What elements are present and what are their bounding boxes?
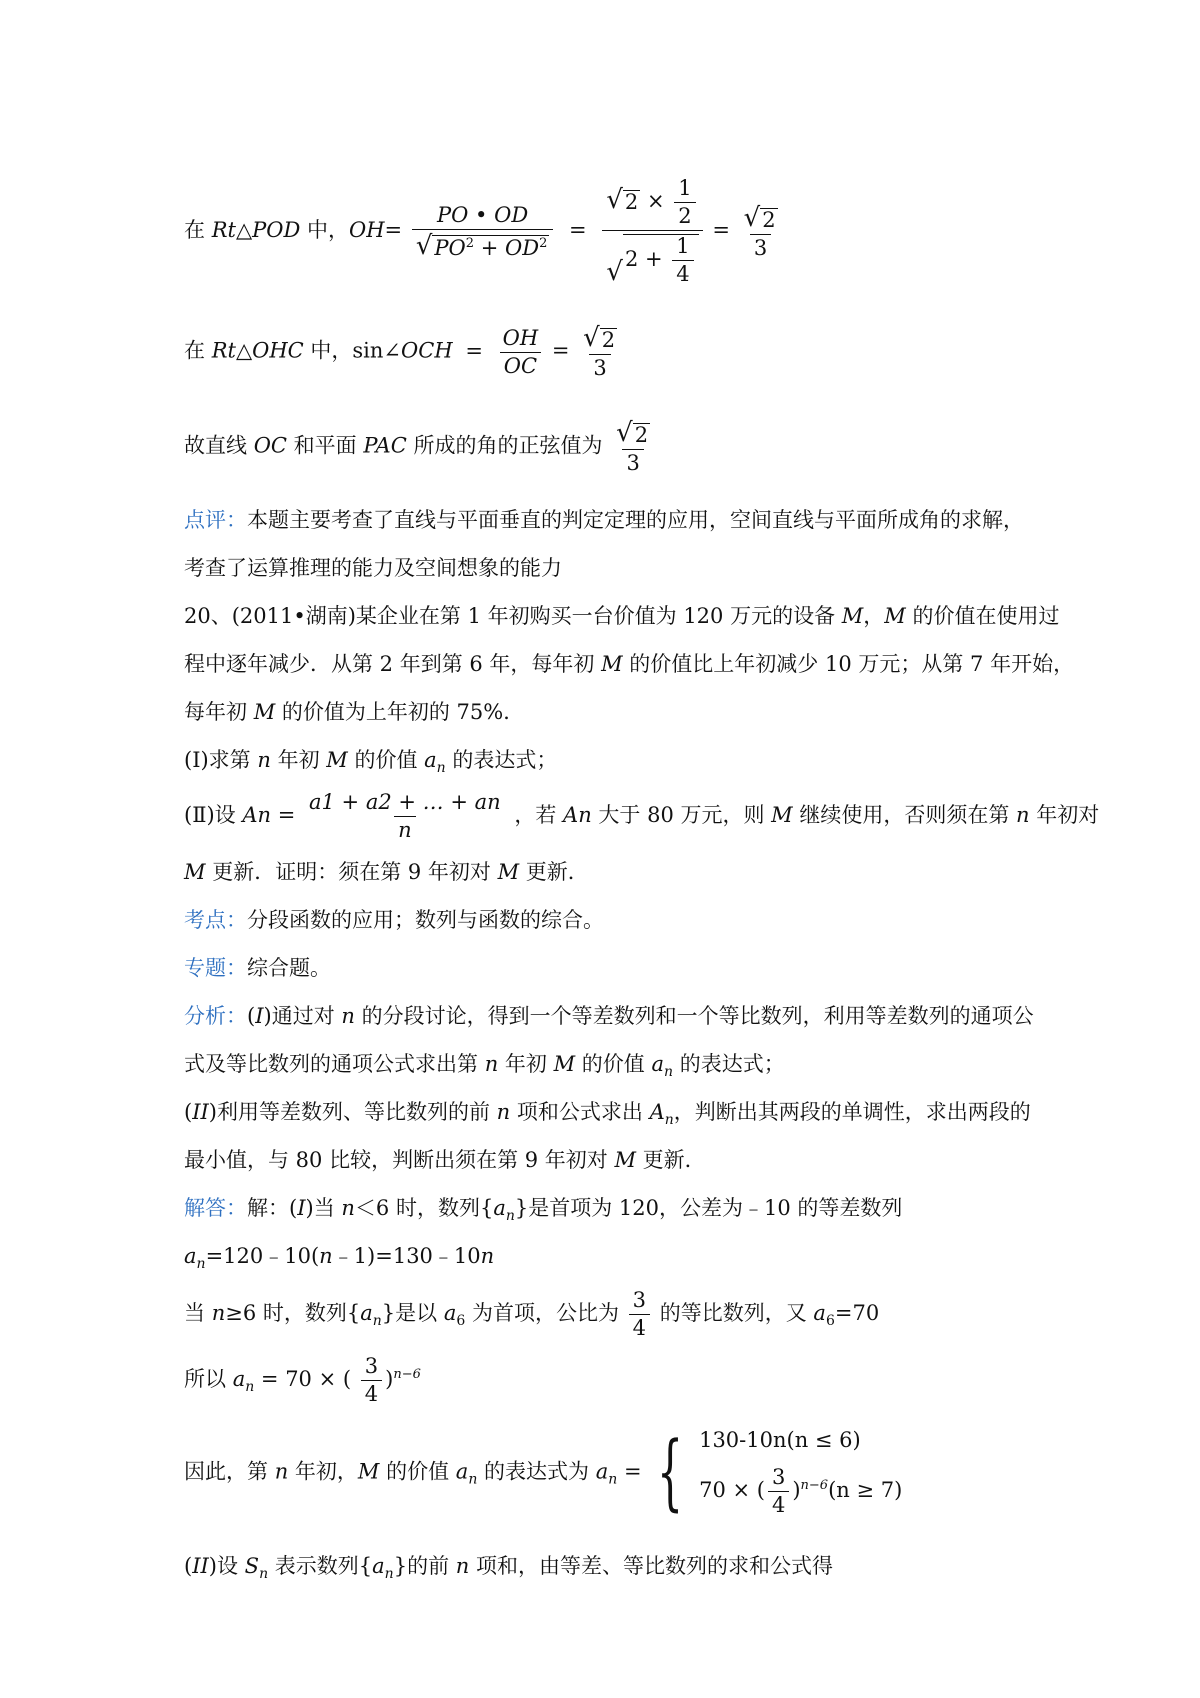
fraction-oh: PO • OD √ $PO^2 + OD^2$ <box>412 205 554 259</box>
question-20-line-3: 每年初 M 的价值为上年初的 75%． <box>184 700 525 724</box>
part-2-line-2: M 更新．证明：须在第 9 年初对 M 更新． <box>184 860 589 884</box>
formula-oh: 在 Rt△POD 中，OH= PO • OD √ $PO^2 + OD^2$ = √ 2 × $\frac{1}{2}$ √ 2 + $\frac{1}{4}$ = √ 2 3 <box>184 176 776 287</box>
question-20-line-1: 20、(2011•湖南)某企业在第 1 年初购买一台价值为 120 万元的设备 M，M 的价值在使用过 <box>184 604 1060 628</box>
kaodian: 考点：分段函数的应用；数列与函数的综合。 <box>184 908 604 932</box>
answer-line-6: (II)设 $S_n$ 表示数列$\{a_n\}$的前 n 项和，由等差、等比数列的求和公式得 <box>184 1554 833 1583</box>
part-2-line-1: (Ⅱ)设 An = $\frac{a1 + a2 + \dots + an}{n}$ ，若 An 大于 80 万元，则 M 继续使用，否则须在第 n 年初对 <box>184 790 1100 842</box>
formula-sin: 在 Rt△OHC 中，sin∠OCH = $\frac{OH}{OC}$ = √ 2 3 <box>184 323 616 380</box>
part-1: (Ⅰ)求第 n 年初 M 的价值 $a_n$ 的表达式； <box>184 748 558 777</box>
answer-line-4: 所以 $a_n = 70$ × ( $\frac{3}{4}$ )$^{n-6}$ <box>184 1354 421 1406</box>
analysis-line-4: 最小值，与 80 比较，判断出须在第 9 年初对 M 更新． <box>184 1148 706 1172</box>
comment-line-2: 考查了运算推理的能力及空间想象的能力 <box>184 556 562 580</box>
analysis-line-1: 分析：(I)通过对 n 的分段讨论，得到一个等差数列和一个等比数列，利用等差数列的通项公 <box>184 1004 1034 1028</box>
conclusion-line: 故直线 OC 和平面 PAC 所成的角的正弦值为 √ 2 3 <box>184 418 649 475</box>
analysis-line-2: 式及等比数列的通项公式求出第 n 年初 M 的价值 $a_n$ 的表达式； <box>184 1052 785 1081</box>
question-20-line-2: 程中逐年减少．从第 2 年到第 6 年，每年初 M 的价值比上年初减少 10 万元；从第 7 年开始， <box>184 652 1075 676</box>
analysis-line-3: (II)利用等差数列、等比数列的前 n 项和公式求出 $A_n$，判断出其两段的单调性，求出两段的 <box>184 1100 1031 1129</box>
zhuanti: 专题：综合题。 <box>184 956 331 980</box>
answer-line-2: $a_n=120﹣10(n﹣1)=130﹣10n$ <box>184 1244 495 1273</box>
fraction-value: √ 2 × $\frac{1}{2}$ √ 2 + $\frac{1}{4}$ <box>602 178 702 285</box>
piecewise-cases: 130-10n(n ≤ 6) 70 × ( $\frac{3}{4}$ )$^{n-6}$(n ≥ 7) <box>699 1428 903 1517</box>
answer-line-1: 解答：解：(I)当 n＜6 时，数列$\{a_n\}$是首项为 120，公差为﹣10 的等差数列 <box>184 1196 903 1225</box>
answer-line-5: 因此，第 n 年初，M 的价值 $a_n$ 的表达式为 $a_n$ = { 130-10n(n ≤ 6) 70 × ( $\frac{3}{4}$ )$^{n-6}$(n ≥ 7) <box>184 1425 903 1520</box>
answer-line-3: 当 n≥6 时，数列$\{a_n\}$是以 $a_6$ 为首项，公比为 $\frac{3}{4}$ 的等比数列，又 $a_6=70$ <box>184 1288 880 1340</box>
comment-line-1: 点评：本题主要考查了直线与平面垂直的判定定理的应用，空间直线与平面所成角的求解， <box>184 508 1024 532</box>
